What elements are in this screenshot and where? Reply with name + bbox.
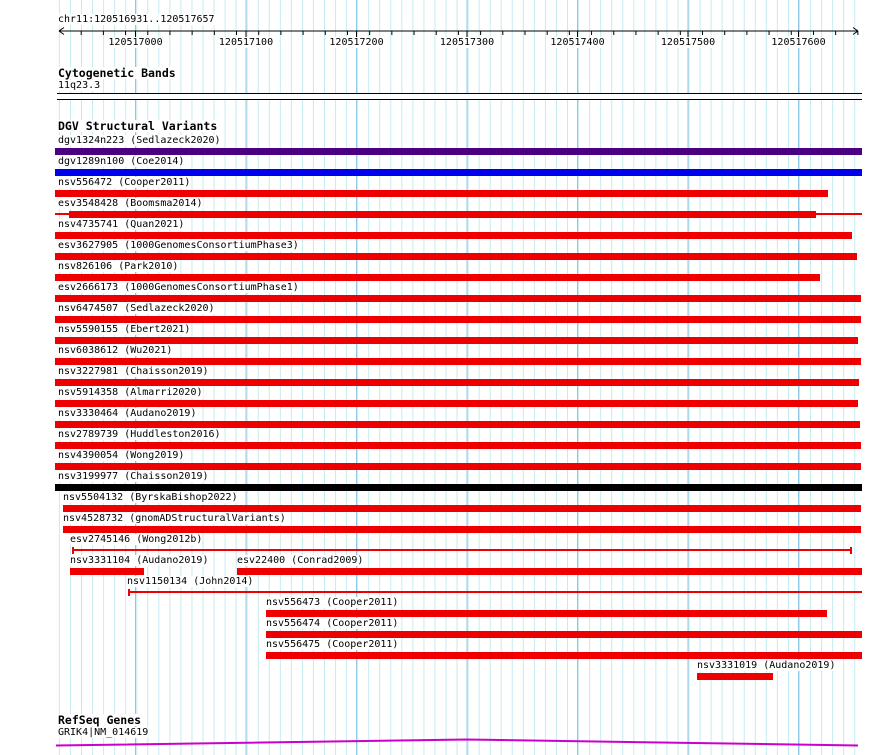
variant-bar[interactable] bbox=[55, 295, 861, 302]
ruler-tick-label: 120517100 bbox=[218, 37, 274, 48]
variant-label[interactable]: nsv3331019 (Audano2019) bbox=[697, 660, 836, 671]
cytogenetic-header: Cytogenetic Bands bbox=[58, 66, 176, 80]
variant-bar[interactable] bbox=[55, 379, 859, 386]
ruler-tick-label: 120517400 bbox=[550, 37, 605, 48]
variant-bar[interactable] bbox=[697, 673, 773, 680]
variant-label[interactable]: nsv556475 (Cooper2011) bbox=[266, 639, 399, 650]
variant-bar[interactable] bbox=[237, 568, 862, 575]
variant-bar[interactable] bbox=[55, 484, 862, 491]
variant-bar[interactable] bbox=[55, 253, 857, 260]
variant-bar[interactable] bbox=[55, 358, 861, 365]
variant-bar[interactable] bbox=[55, 190, 828, 197]
gene-label[interactable]: GRIK4|NM_014619 bbox=[58, 727, 149, 738]
ruler-tick-label: 120517200 bbox=[329, 37, 384, 48]
variant-bar[interactable] bbox=[55, 421, 860, 428]
variant-label[interactable]: nsv4390054 (Wong2019) bbox=[58, 450, 185, 461]
variant-label[interactable]: nsv4528732 (gnomADStructuralVariants) bbox=[63, 513, 286, 524]
variant-endpoint-tick[interactable] bbox=[850, 547, 852, 554]
variant-span-line[interactable] bbox=[128, 591, 862, 593]
variant-label[interactable]: nsv5504132 (ByrskaBishop2022) bbox=[63, 492, 238, 503]
variant-span-line[interactable] bbox=[72, 549, 851, 551]
variant-bar[interactable] bbox=[70, 568, 144, 575]
dgv-track-header: DGV Structural Variants bbox=[58, 119, 218, 133]
variant-bar[interactable] bbox=[55, 463, 861, 470]
variant-label[interactable]: esv3627905 (1000GenomesConsortiumPhase3) bbox=[58, 240, 299, 251]
variant-label[interactable]: esv2745146 (Wong2012b) bbox=[70, 534, 203, 545]
gene-intron-line bbox=[56, 740, 858, 746]
region-title: chr11:120516931..120517657 bbox=[58, 14, 215, 25]
variant-bar[interactable] bbox=[266, 652, 862, 659]
coordinate-ruler bbox=[0, 0, 890, 60]
variant-label[interactable]: nsv556474 (Cooper2011) bbox=[266, 618, 399, 629]
ruler-tick-label: 120517000 bbox=[108, 37, 163, 48]
variant-bar[interactable] bbox=[55, 148, 862, 155]
variant-span-line[interactable] bbox=[55, 213, 69, 215]
cytoband-label[interactable]: 11q23.3 bbox=[58, 80, 101, 91]
ruler-tick-label: 120517600 bbox=[771, 37, 826, 48]
variant-label[interactable]: dgv1324n223 (Sedlazeck2020) bbox=[58, 135, 221, 146]
variant-label[interactable]: nsv556472 (Cooper2011) bbox=[58, 177, 191, 188]
variant-label[interactable]: nsv826106 (Park2010) bbox=[58, 261, 179, 272]
variant-label[interactable]: nsv3227981 (Chaisson2019) bbox=[58, 366, 209, 377]
variant-bar[interactable] bbox=[55, 169, 862, 176]
variant-bar[interactable] bbox=[55, 400, 858, 407]
variant-bar[interactable] bbox=[55, 337, 858, 344]
ruler-tick-label: 120517300 bbox=[439, 37, 495, 48]
refseq-track-header: RefSeq Genes bbox=[58, 713, 142, 727]
variant-span-line[interactable] bbox=[816, 213, 862, 215]
variant-label[interactable]: esv2666173 (1000GenomesConsortiumPhase1) bbox=[58, 282, 299, 293]
variant-label[interactable]: nsv6038612 (Wu2021) bbox=[58, 345, 173, 356]
variant-label[interactable]: nsv6474507 (Sedlazeck2020) bbox=[58, 303, 215, 314]
variant-label[interactable]: nsv3199977 (Chaisson2019) bbox=[58, 471, 209, 482]
variant-bar[interactable] bbox=[55, 442, 861, 449]
variant-label[interactable]: nsv5590155 (Ebert2021) bbox=[58, 324, 191, 335]
variant-bar[interactable] bbox=[55, 316, 861, 323]
variant-label[interactable]: nsv2789739 (Huddleston2016) bbox=[58, 429, 221, 440]
ruler-tick-label: 120517500 bbox=[660, 37, 716, 48]
variant-bar[interactable] bbox=[69, 211, 816, 218]
variant-bar[interactable] bbox=[266, 610, 827, 617]
variant-label[interactable]: nsv3330464 (Audano2019) bbox=[58, 408, 197, 419]
variant-bar[interactable] bbox=[266, 631, 862, 638]
variant-label[interactable]: nsv556473 (Cooper2011) bbox=[266, 597, 399, 608]
variant-label[interactable]: nsv1150134 (John2014) bbox=[127, 576, 254, 587]
variant-bar[interactable] bbox=[55, 274, 820, 281]
variant-bar[interactable] bbox=[55, 232, 852, 239]
variant-label[interactable]: nsv5914358 (Almarri2020) bbox=[58, 387, 203, 398]
variant-label[interactable]: nsv4735741 (Quan2021) bbox=[58, 219, 185, 230]
variant-label[interactable]: esv22400 (Conrad2009) bbox=[237, 555, 364, 566]
variant-label[interactable]: nsv3331104 (Audano2019) bbox=[70, 555, 209, 566]
variant-label[interactable]: dgv1289n100 (Coe2014) bbox=[58, 156, 185, 167]
cytoband-glyph[interactable] bbox=[57, 93, 862, 100]
variant-bar[interactable] bbox=[63, 526, 861, 533]
variant-bar[interactable] bbox=[63, 505, 861, 512]
variant-label[interactable]: esv3548428 (Boomsma2014) bbox=[58, 198, 203, 209]
